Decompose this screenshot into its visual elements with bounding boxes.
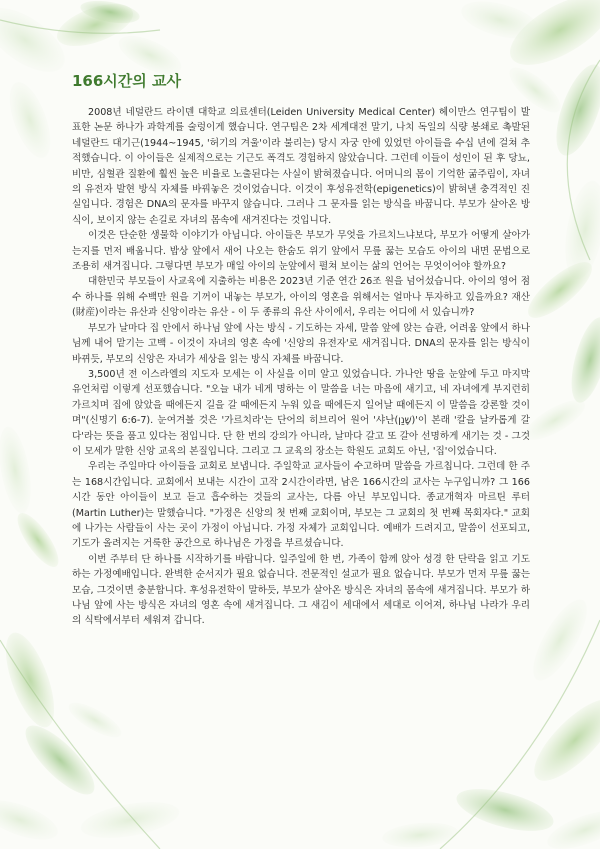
paragraph-5: 3,500년 전 이스라엘의 지도자 모세는 이 사실을 이미 알고 있었습니다. 가나안 땅을 눈앞에 두고 마지막 유언처럼 이렇게 선포했습니다. "오늘 내가 네게 명하는 이 말씀을 너는 마음에 새기고, 네 자녀에게 부지런히 가르치며 집에 앉았을 때에든지 길을 갈 때에든지 누워 있을 때에든지 일어날 때에든지 이 말씀을 강론할 것이며"(신명기 6:6-7). 눈여겨볼 것은 '가르치라'는 단어의 히브리어 원어 '샤난(שָׁנַן)'이 본래 '칼을 날카롭게 갈다'라는 뜻을 품고 있다는 점입니다. 단 한 번의 강의가 아니라, 날마다 갈고 또 갈아 선명하게 새기는 것 - 그것이 모세가 말한 신앙 교육의 본질입니다. 그리고 그 교육의 장소는 학원도 교회도 아닌, '집'이었습니다. bbox=[72, 368, 530, 457]
paragraph-6: 우리는 주일마다 아이들을 교회로 보냅니다. 주일학교 교사들이 수고하며 말씀을 가르칩니다. 그런데 한 주는 168시간입니다. 교회에서 보내는 시간이 고작 2시간이라면, 남은 166시간의 교사는 누구입니까? 그 166시간 동안 아이들이 보고 듣고 흡수하는 것들의 교사는, 다름 아닌 부모입니다. 종교개혁자 마르틴 루터(Martin Luther)는 말했습니다. "가정은 신앙의 첫 번째 교회이며, 부모는 그 교회의 첫 번째 목회자다." 교회에 나가는 사람들이 사는 곳이 가정이 아닙니다. 가정 자체가 교회입니다. 예배가 드려지고, 말씀이 선포되고, 기도가 올려지는 거룩한 공간으로 하나님은 가정을 부르셨습니다. bbox=[72, 461, 530, 550]
paragraph-7: 이번 주부터 단 하나를 시작하기를 바랍니다. 일주일에 한 번, 가족이 함께 앉아 성경 한 단락을 읽고 기도하는 가정예배입니다. 완벽한 순서지가 필요 없습니다. 전문적인 설교가 필요 없습니다. 부모가 먼저 무릎 꿇는 모습, 그것이면 충분합니다. 후성유전학이 말하듯, 부모가 살아온 방식은 자녀의 몸속에 새겨집니다. 부모가 하나님 앞에 사는 방식은 자녀의 영혼 속에 새겨집니다. 그 새김이 세대에서 세대로 이어져, 하나님 나라가 우리의 식탁에서부터 세워져 갑니다. bbox=[72, 553, 530, 627]
document-page bbox=[72, 70, 530, 629]
page-title: 166시간의 교사 bbox=[72, 72, 181, 90]
paragraph-3: 대한민국 부모들이 사교육에 지출하는 비용은 2023년 기준 연간 26조 원을 넘어섰습니다. 아이의 영어 점수 하나를 위해 수백만 원을 기꺼이 내놓는 부모가, 아이의 영혼을 위해서는 얼마나 투자하고 있을까요? 재산(財産)이라는 유산과 신앙이라는 유산 - 이 두 종류의 유산 사이에서, 우리는 어디에 서 있습니까? bbox=[72, 276, 530, 319]
paragraph-1: 2008년 네덜란드 라이덴 대학교 의료센터(Leiden University Medical Center) 헤이만스 연구팀이 발표한 논문 하나가 과학계를 술렁이게 했습니다. 연구팀은 2차 세계대전 말기, 나치 독일의 식량 봉쇄로 촉발된 네덜란드 대기근(1944~1945, '허기의 겨울'이라 불리는) 당시 자궁 안에 있었던 아이들을 수십 년에 걸쳐 추적했습니다. 이 아이들은 실제적으로는 기근도 폭격도 경험하지 않았습니다. 그런데 이들이 성인이 된 후 당뇨, 비만, 심혈관 질환에 훨씬 높은 비율로 노출된다는 사실이 밝혀졌습니다. 어머니의 몸이 기억한 굶주림이, 자녀의 유전자 발현 방식 자체를 바꿔놓은 것이었습니다. 이것이 후성유전학(epigenetics)이 밝혀낸 충격적인 진실입니다. 경험은 DNA의 문자를 바꾸지 않습니다. 그러나 그 문자를 읽는 방식을 바꿉니다. 부모가 살아온 방식이, 보이지 않는 손길로 자녀의 몸속에 새겨진다는 것입니다. bbox=[72, 107, 530, 226]
paragraph-4: 부모가 날마다 집 안에서 하나님 앞에 사는 방식 - 기도하는 자세, 말씀 앞에 앉는 습관, 어려움 앞에서 하나님께 내어 맡기는 고백 - 이것이 자녀의 영혼 속에 '신앙의 유전자'로 새겨집니다. DNA의 문자를 읽는 방식이 바뀌듯, 부모의 신앙은 자녀가 세상을 읽는 방식 자체를 바꿉니다. bbox=[72, 322, 530, 365]
paragraph-2: 이것은 단순한 생물학 이야기가 아닙니다. 아이들은 부모가 무엇을 가르치느냐보다, 부모가 어떻게 살아가는지를 먼저 배웁니다. 밥상 앞에서 새어 나오는 한숨도 위기 앞에서 무릎 꿇는 모습도 아이의 내면 문법으로 조용히 새겨집니다. 그렇다면 부모가 매일 아이의 눈앞에서 펼쳐 보이는 삶의 언어는 무엇이어야 할까요? bbox=[72, 230, 530, 273]
